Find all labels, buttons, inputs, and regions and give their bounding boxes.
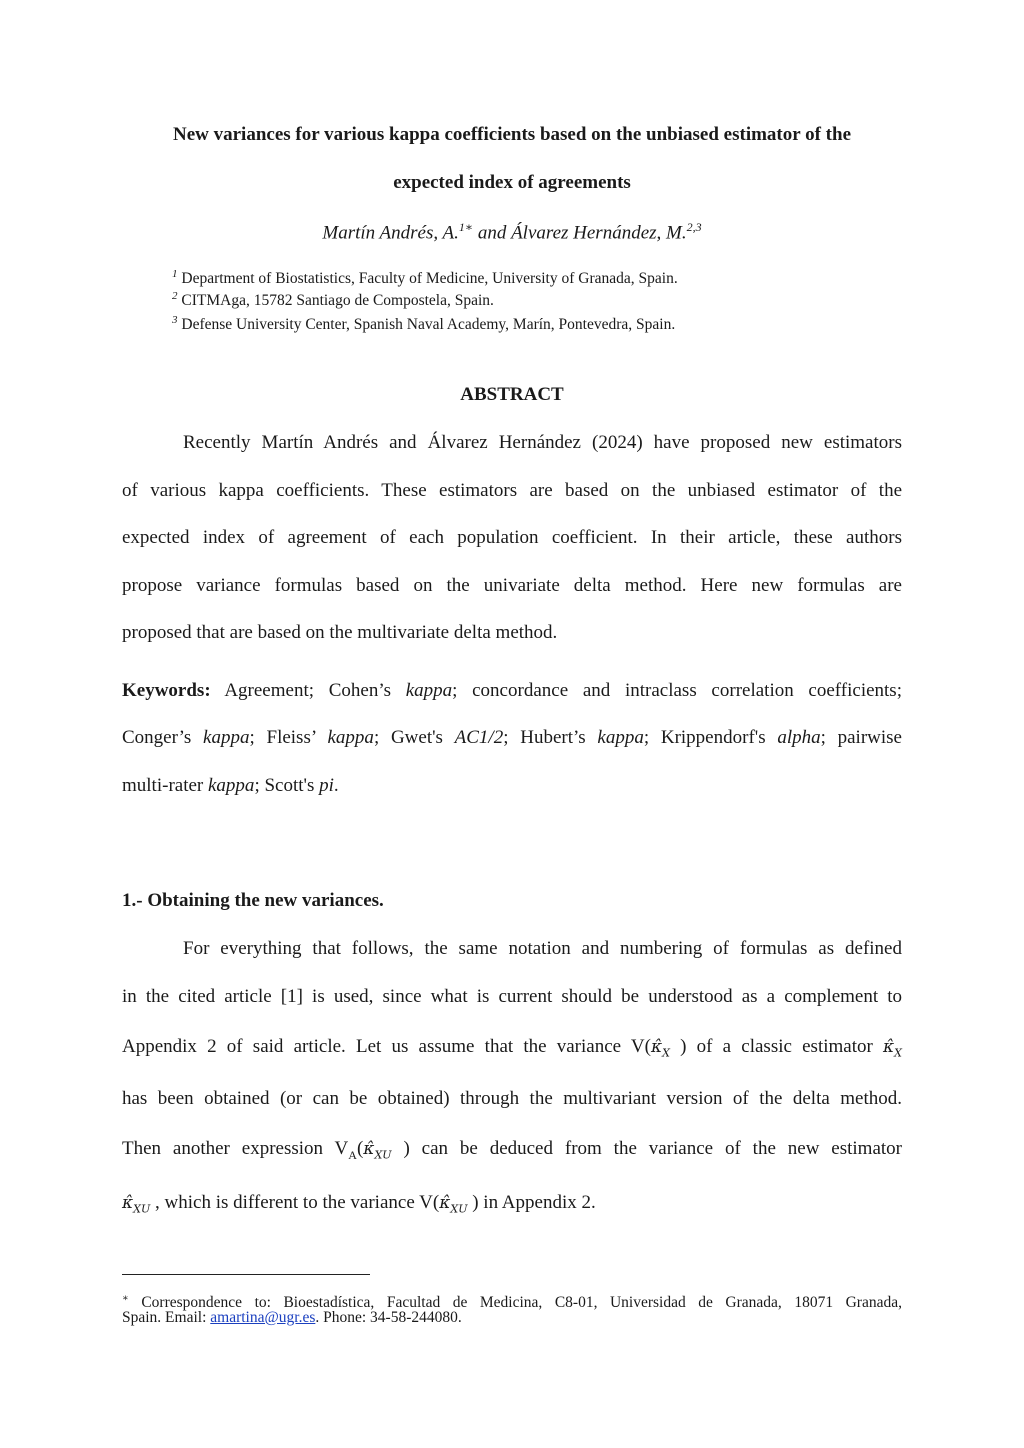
affiliation-1 — [172, 268, 678, 288]
kw-italic: kappa — [405, 680, 453, 701]
keywords-label: Keywords: — [122, 680, 211, 701]
section-1-line-6 — [122, 1191, 902, 1221]
kw-text: ; Krippendorf's — [643, 727, 778, 748]
kappa-sub: X — [662, 1046, 670, 1060]
kappa-hat-x — [883, 1035, 902, 1065]
s1-text: ) can be deduced from the variance of the new estimator — [403, 1138, 903, 1159]
s1-sub: A — [348, 1147, 357, 1162]
author-and: and — [473, 222, 512, 244]
s1-text: ) in Appendix 2. — [472, 1192, 596, 1213]
affiliation-3-text: Defense University Center, Spanish Naval Academy, Marín, Pontevedra, Spain. — [181, 316, 676, 334]
keywords-line-2 — [122, 726, 902, 750]
kw-italic: kappa — [327, 727, 374, 748]
kw-text: Agreement; Cohen’s — [210, 680, 406, 701]
footnote-line-2 — [122, 1308, 902, 1328]
kappa-symbol: κ̂ — [363, 1139, 375, 1159]
s1-text: ( — [356, 1138, 364, 1159]
s1-text: ) of a classic estimator — [680, 1036, 873, 1057]
author-line — [122, 220, 902, 244]
kappa-symbol: κ̂ — [439, 1193, 451, 1213]
section-1-line-1: For everything that follows, the same notation and numbering of formulas as defined — [183, 938, 902, 959]
kappa-symbol: κ̂ — [122, 1193, 134, 1213]
abstract-line-2: of various kappa coefficients. These estimators are based on the unbiased estimator of the — [122, 480, 902, 501]
kappa-sub: XU — [450, 1202, 468, 1216]
affiliation-2-num: 2 — [172, 290, 178, 302]
author-2: Álvarez Hernández, M. — [511, 222, 687, 244]
abstract-line-1: Recently Martín Andrés and Álvarez Hernández (2024) have proposed new estimators — [183, 432, 902, 453]
kappa-sub: XU — [374, 1148, 392, 1162]
section-1-line-5 — [122, 1137, 902, 1167]
keywords-line-1 — [122, 679, 902, 703]
section-1-line-4: has been obtained (or can be obtained) through the multivariant version of the delta method. — [122, 1088, 902, 1109]
kw-italic: pi — [319, 775, 334, 796]
affiliation-3-num: 3 — [172, 314, 178, 326]
kappa-hat-xu — [439, 1191, 467, 1221]
section-1-heading: 1.- Obtaining the new variances. — [122, 890, 384, 911]
kw-text: ; concordance and intraclass correlation coefficients; — [452, 680, 902, 701]
kw-italic: kappa — [208, 775, 255, 796]
kappa-hat-xu — [363, 1137, 391, 1167]
kw-text: ; Fleiss’ — [249, 727, 328, 748]
affiliation-1-num: 1 — [172, 268, 178, 280]
kw-text: ; Hubert’s — [503, 727, 598, 748]
kw-text: ; Scott's — [254, 775, 320, 796]
kw-italic: alpha — [777, 727, 821, 748]
kw-text: ; pairwise — [820, 727, 902, 748]
s1-text: Appendix 2 of said article. Let us assume that the variance V( — [122, 1036, 651, 1057]
footnote-rule — [122, 1274, 370, 1275]
affiliation-2 — [172, 290, 494, 310]
kw-text: Conger’s — [122, 727, 204, 748]
abstract-line-5: proposed that are based on the multivariate delta method. — [122, 622, 558, 643]
section-1-line-3 — [122, 1035, 902, 1065]
kappa-symbol: κ̂ — [883, 1037, 895, 1057]
footnote-text: Correspondence to: Bioestadística, Facultad de Medicina, C8-01, Universidad de Granada, 18071 Granada, — [128, 1294, 902, 1312]
kw-italic: AC1/2 — [454, 727, 504, 748]
author-1: Martín Andrés, A. — [322, 222, 459, 244]
s1-text: Then another expression V — [122, 1138, 349, 1159]
kw-text: multi-rater — [122, 775, 208, 796]
paper-title-line-2: expected index of agreements — [393, 172, 631, 193]
kw-text: . — [333, 775, 339, 796]
section-1-line-2: in the cited article [1] is used, since what is current should be understood as a complement to — [122, 986, 902, 1007]
kappa-hat-x — [651, 1035, 670, 1065]
corresponding-mark: ∗ — [464, 220, 474, 234]
abstract-line-4: propose variance formulas based on the univariate delta method. Here new formulas are — [122, 575, 902, 596]
affiliation-1-text: Department of Biostatistics, Faculty of Medicine, University of Granada, Spain. — [181, 270, 678, 288]
author-2-affil: 2,3 — [686, 220, 702, 234]
kappa-symbol: κ̂ — [650, 1037, 663, 1057]
kw-text: ; Gwet's — [373, 727, 455, 748]
footnote-text: Spain. Email: — [122, 1309, 211, 1326]
affiliation-2-text: CITMAga, 15782 Santiago de Compostela, Spain. — [181, 292, 494, 310]
kw-italic: kappa — [203, 727, 250, 748]
author-1-affil: 1 — [458, 220, 465, 234]
kappa-hat-xu — [122, 1191, 150, 1221]
abstract-line-3: expected index of agreement of each population coefficient. In their article, these authors — [122, 527, 902, 548]
kw-italic: kappa — [597, 727, 644, 748]
paper-title-line-1: New variances for various kappa coefficients based on the unbiased estimator of the — [173, 124, 851, 145]
abstract-heading: ABSTRACT — [460, 384, 564, 405]
keywords-line-3 — [122, 774, 902, 798]
email-link[interactable]: amartina@ugr.es — [210, 1309, 316, 1326]
affiliation-3 — [172, 314, 675, 334]
s1-text: , which is different to the variance V( — [155, 1192, 440, 1213]
footnote-text: . Phone: 34-58-244080. — [315, 1309, 462, 1326]
kappa-sub: XU — [133, 1202, 151, 1216]
footnote-mark: ∗ — [122, 1293, 129, 1304]
kappa-sub: X — [894, 1046, 903, 1060]
